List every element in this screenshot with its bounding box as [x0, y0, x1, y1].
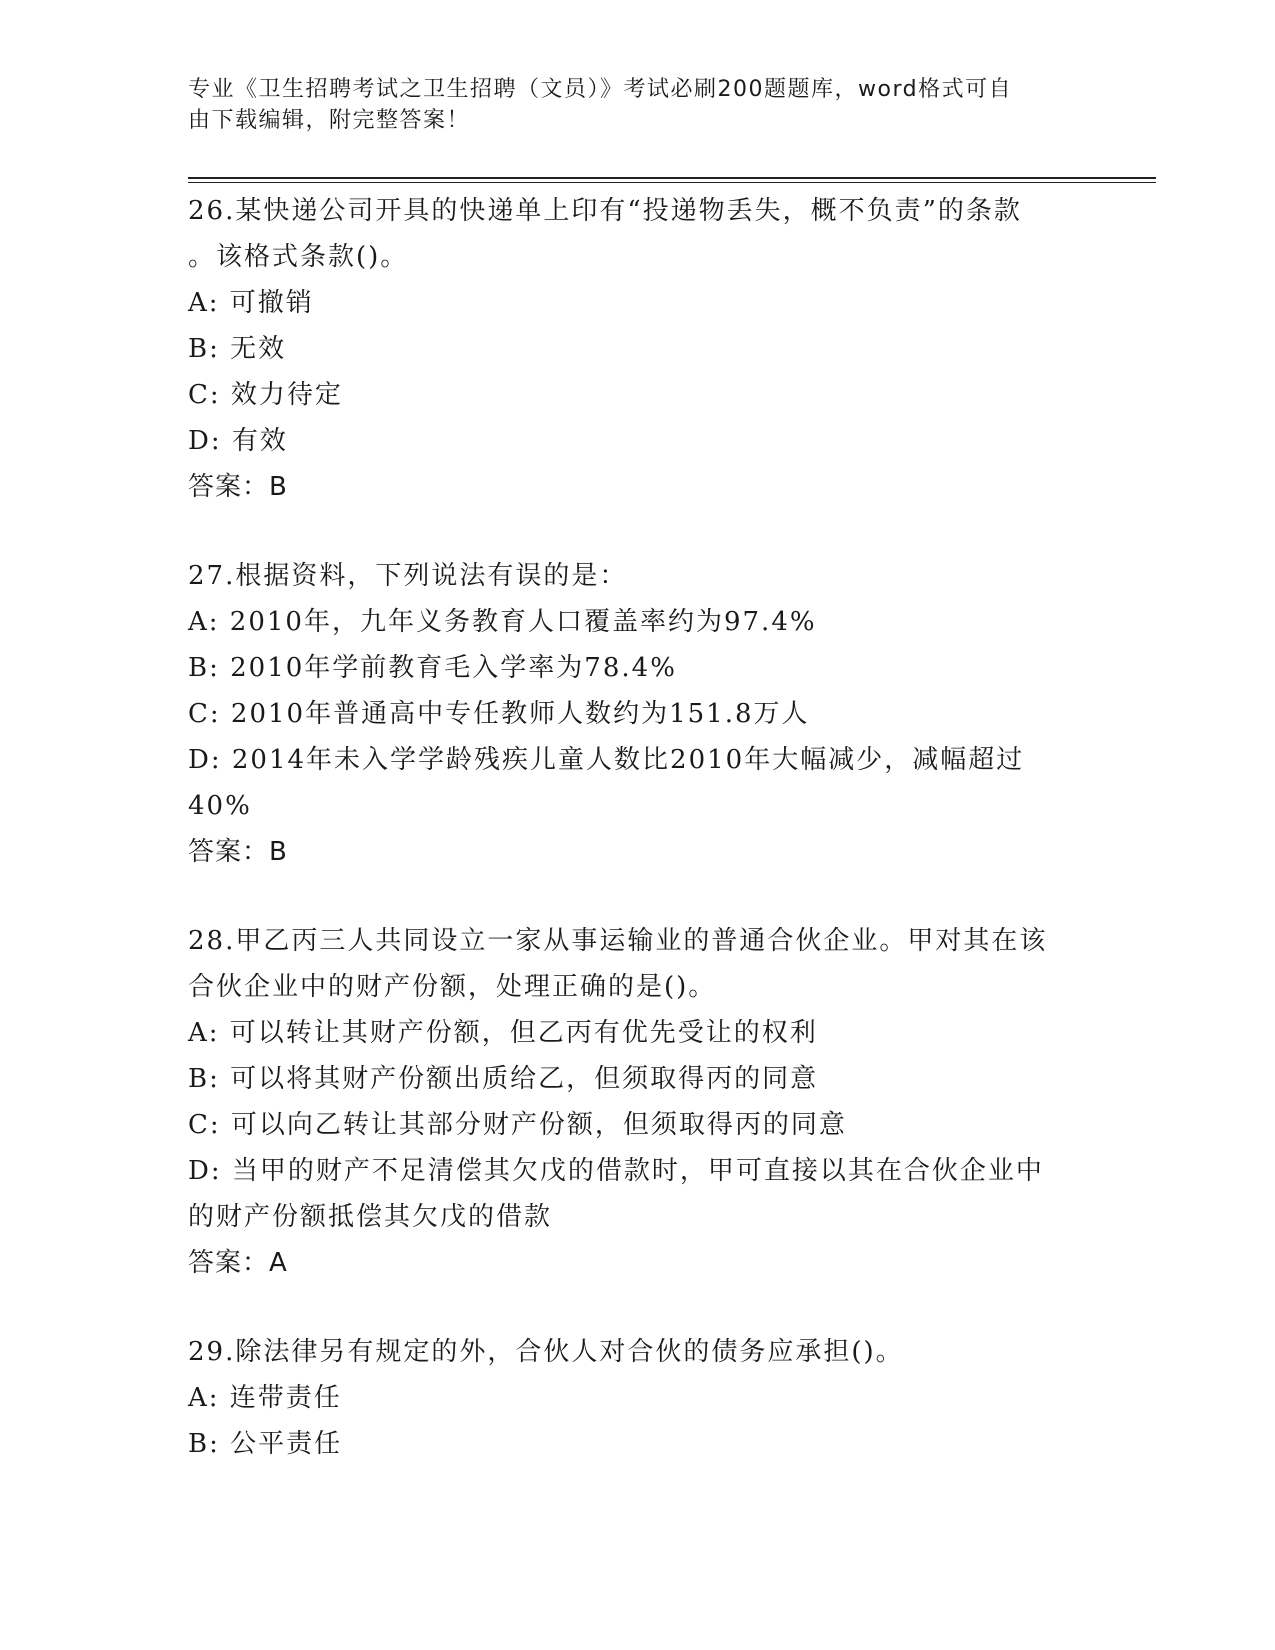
option-b: B: 公平责任 [188, 1429, 343, 1459]
question-26 [188, 188, 1088, 510]
option-b: B: 无效 [188, 334, 287, 364]
option-a: A: 可撤销 [188, 288, 314, 318]
question-27 [188, 553, 1088, 875]
option-d: D: 2014年未入学学龄残疾儿童人数比2010年大幅减少，减幅超过 [188, 745, 1025, 775]
option-d: D: 有效 [188, 426, 288, 456]
option-a: A: 可以转让其财产份额，但乙丙有优先受让的权利 [188, 1018, 818, 1048]
question-text-line: 26.某快递公司开具的快递单上印有“投递物丢失，概不负责”的条款 [188, 196, 1022, 226]
option-d-continued: 40% [188, 791, 252, 821]
option-b: B: 2010年学前教育毛入学率为78.4% [188, 653, 677, 683]
option-a: A: 连带责任 [188, 1383, 342, 1413]
option-c: C: 2010年普通高中专任教师人数约为151.8万人 [188, 699, 810, 729]
question-text-line: 29.除法律另有规定的外，合伙人对合伙的债务应承担()。 [188, 1337, 904, 1367]
header-line-2: 由下载编辑，附完整答案！ [188, 108, 471, 133]
header-line-1: 专业《卫生招聘考试之卫生招聘（文员）》考试必刷200题题库，word格式可自 [188, 77, 1013, 102]
question-text-line: 。该格式条款()。 [188, 242, 409, 272]
option-d: D: 当甲的财产不足清偿其欠戊的借款时，甲可直接以其在合伙企业中 [188, 1156, 1044, 1186]
header-divider-thick [188, 177, 1156, 179]
option-b: B: 可以将其财产份额出质给乙，但须取得丙的同意 [188, 1064, 819, 1094]
question-29 [188, 1329, 1088, 1467]
header-divider-thin [188, 182, 1156, 183]
option-c: C: 可以向乙转让其部分财产份额，但须取得丙的同意 [188, 1110, 847, 1140]
question-text-line: 28.甲乙丙三人共同设立一家从事运输业的普通合伙企业。甲对其在该 [188, 926, 1048, 956]
answer-line: 答案：B [188, 472, 288, 502]
option-c: C: 效力待定 [188, 380, 343, 410]
answer-line: 答案：A [188, 1248, 288, 1278]
option-a: A: 2010年，九年义务教育人口覆盖率约为97.4% [188, 607, 817, 637]
document-header [188, 74, 1068, 136]
answer-line: 答案：B [188, 837, 288, 867]
option-d-continued: 的财产份额抵偿其欠戊的借款 [188, 1202, 553, 1232]
question-text-line: 27.根据资料，下列说法有误的是： [188, 561, 628, 591]
question-28 [188, 918, 1088, 1286]
question-text-line: 合伙企业中的财产份额，处理正确的是()。 [188, 972, 717, 1002]
